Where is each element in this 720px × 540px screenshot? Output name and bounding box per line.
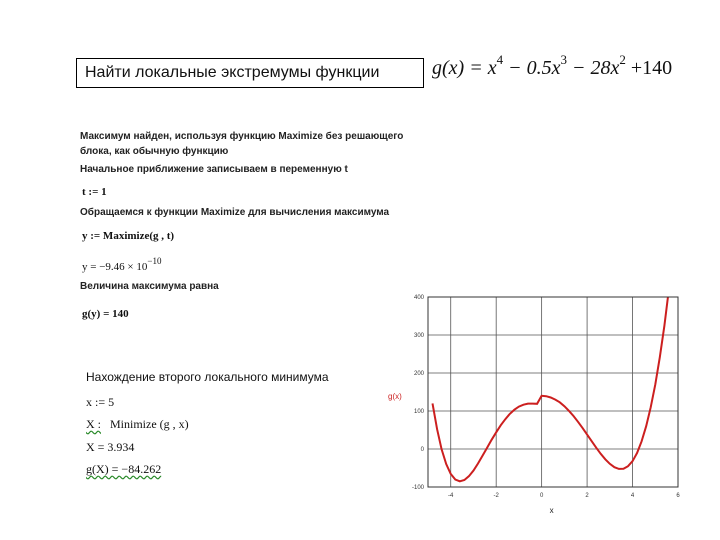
X-result[interactable]: X = 3.934: [86, 440, 135, 454]
x-tick-label: 6: [676, 493, 680, 499]
gX-result-text: g(X) = −84.262: [86, 462, 162, 476]
note-line-1: Максимум найден, используя функцию Maximize без решающего: [80, 131, 404, 142]
X-expression: Minimize (g , x): [110, 417, 189, 431]
y-result-mantissa: y = −9.46 × 10: [82, 261, 148, 273]
formula-term-3: − 28x: [566, 57, 620, 79]
formula-lhs: g(x) = x: [432, 57, 497, 79]
x-tick-label: 2: [585, 493, 589, 499]
x-tick-label: -4: [448, 493, 454, 499]
x-tick-label: 4: [630, 493, 635, 499]
function-plot[interactable]: [380, 285, 700, 525]
x-tick-label: -2: [493, 493, 499, 499]
formula-term-2: − 0.5x: [503, 57, 561, 79]
y-result-exponent: −10: [147, 256, 162, 266]
plot-y-label: g(x): [388, 392, 402, 401]
series-line-0: [433, 285, 679, 481]
note-line-2: блока, как обычную функцию: [80, 146, 229, 157]
x-tick-label: 0: [539, 493, 544, 499]
gX-result[interactable]: [86, 462, 161, 477]
second-minimum-heading: Нахождение второго локального минимума: [86, 370, 329, 384]
function-formula: [432, 52, 672, 80]
y-tick-label: 400: [413, 295, 424, 301]
X-label: X :: [86, 417, 101, 431]
plot-frame: [428, 297, 678, 487]
task-title: Найти локальные экстремумы функции: [76, 58, 424, 88]
plot-grid: [428, 297, 678, 487]
formula-power-3: 3: [560, 52, 567, 67]
y-tick-label: 0: [420, 447, 424, 453]
formula-power-2: 2: [619, 52, 626, 67]
x-assignment[interactable]: x := 5: [86, 395, 115, 409]
formula-term-4: +140: [625, 57, 673, 79]
y-result[interactable]: [82, 256, 161, 273]
X-definition[interactable]: [86, 417, 189, 432]
note-line-4: Обращаемся к функции Maximize для вычисления максимума: [80, 207, 390, 218]
gy-result[interactable]: g(y) = 140: [82, 308, 129, 320]
plot-x-label: x: [549, 506, 554, 515]
y-tick-label: 100: [413, 409, 424, 415]
note-line-5: Величина максимума равна: [80, 281, 219, 292]
formula-power-4: 4: [496, 52, 504, 67]
note-line-3: Начальное приближение записываем в переменную t: [80, 164, 348, 175]
t-assignment[interactable]: t := 1: [82, 186, 107, 198]
y-tick-label: 200: [413, 371, 424, 377]
y-tick-label: 300: [413, 333, 424, 339]
plot-curve-layer: [433, 285, 679, 481]
y-assignment[interactable]: y := Maximize(g , t): [82, 230, 175, 242]
y-tick-label: -100: [411, 485, 424, 491]
